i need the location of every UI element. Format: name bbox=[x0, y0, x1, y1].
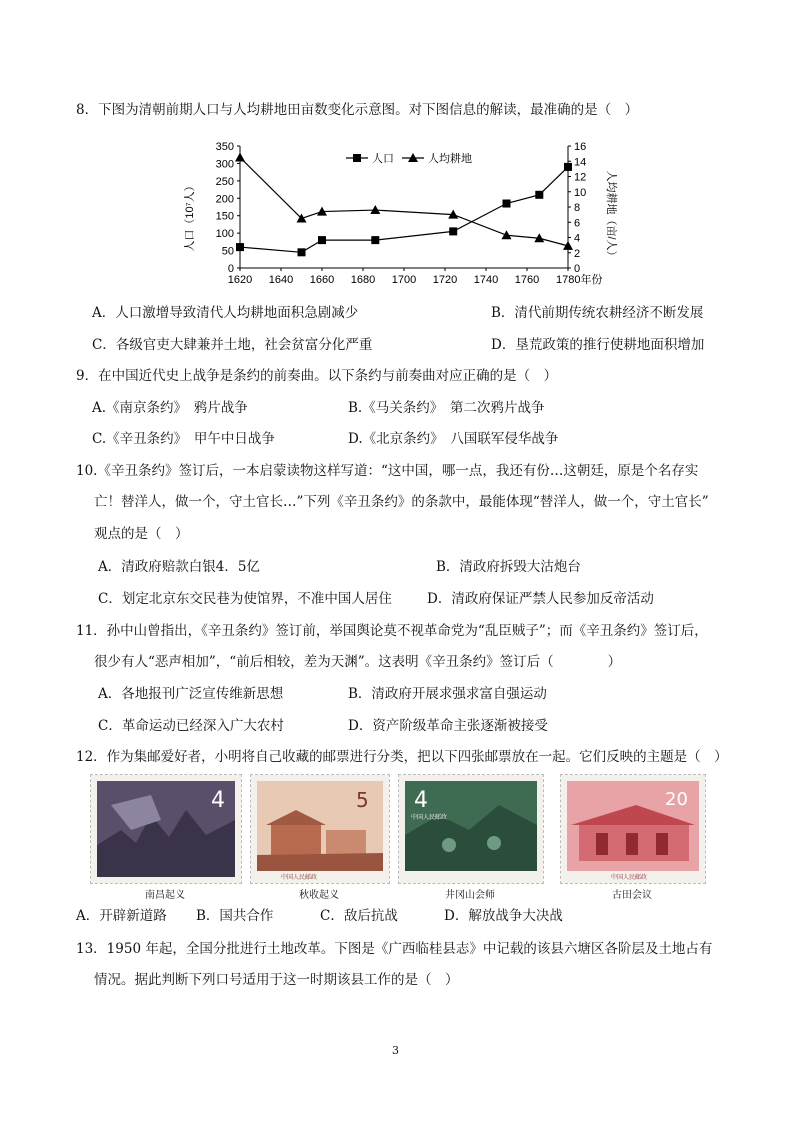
page-number: 3 bbox=[392, 1044, 399, 1057]
stamp-postal-text: 中国人民邮政 bbox=[281, 874, 318, 881]
q9-option-a: A.《南京条约》 鸦片战争 bbox=[92, 400, 248, 416]
stamp-gutian-conference bbox=[560, 774, 706, 884]
q11-option-d: D．资产阶级革命主张逐渐被接受 bbox=[348, 718, 548, 734]
q12-option-b: B．国共合作 bbox=[196, 908, 274, 924]
y-left-tick-label: 250 bbox=[215, 175, 234, 188]
population-point bbox=[318, 236, 326, 244]
y-right-tick-label: 2 bbox=[574, 247, 581, 260]
x-tick-label: 1700 bbox=[391, 274, 417, 286]
x-tick-label: 1760 bbox=[514, 274, 540, 286]
x-tick-label: 1720 bbox=[432, 274, 458, 286]
q12-stem: 12．作为集邮爱好者，小明将自己收藏的邮票进行分类，把以下四张邮票放在一起。它们反映的主题是（ ） bbox=[76, 749, 728, 765]
q11-option-c: C．革命运动已经深入广大农村 bbox=[98, 718, 284, 734]
x-tick-label: 1680 bbox=[350, 274, 376, 286]
q10-option-b: B．清政府拆毁大沽炮台 bbox=[436, 559, 581, 575]
q10-option-c: C．划定北京东交民巷为使馆界，不准中国人居住 bbox=[98, 591, 392, 607]
farmland-point bbox=[235, 152, 245, 161]
q9-option-d: D.《北京条约》 八国联军侵华战争 bbox=[348, 431, 559, 447]
x-tick-label: 1660 bbox=[309, 274, 335, 286]
stamp-caption-4: 古田会议 bbox=[612, 890, 652, 901]
q11-option-a: A．各地报刊广泛宣传维新思想 bbox=[98, 686, 284, 702]
y-left-tick-label: 350 bbox=[215, 141, 234, 153]
y-left-tick-label: 200 bbox=[215, 193, 234, 206]
population-point bbox=[449, 227, 457, 235]
q12-option-c: C．敌后抗战 bbox=[320, 908, 398, 924]
q8-stem: 8．下图为清朝前期人口与人均耕地田亩数变化示意图。对下图信息的解读，最准确的是（ ） bbox=[76, 102, 639, 118]
stamp-nanchang-uprising bbox=[90, 774, 242, 884]
stamp-value: 20 bbox=[665, 789, 688, 810]
series-line-1 bbox=[240, 167, 568, 252]
x-tick-label: 1620 bbox=[227, 274, 253, 286]
y-left-label: 人口（10⁷人） bbox=[184, 180, 196, 252]
population-point bbox=[535, 191, 543, 199]
x-tick-label: 1780年份 bbox=[556, 274, 603, 286]
q8-option-a: A．人口激增导致清代人均耕地面积急剧减少 bbox=[92, 305, 359, 321]
population-point bbox=[236, 243, 244, 251]
q12-option-a: A．开辟新道路 bbox=[76, 908, 167, 924]
y-right-tick-label: 14 bbox=[574, 156, 587, 169]
q10-line-1: 10.《辛丑条约》签订后，一本启蒙读物这样写道：“这中国，哪一点，我还有份…这朝廷，原是个名存实 bbox=[76, 463, 699, 479]
q10-option-d: D．清政府保证严禁人民参加反帝活动 bbox=[427, 591, 654, 607]
legend-square-marker bbox=[353, 154, 361, 162]
q11-line-1: 11．孙中山曾指出，《辛丑条约》签订前，举国舆论莫不视革命党为“乱臣贼子”；而《辛丑条约》签订后， bbox=[76, 623, 708, 639]
q8-option-c: C．各级官吏大肆兼并土地，社会贫富分化严重 bbox=[92, 337, 373, 353]
population-point bbox=[503, 200, 511, 208]
q10-line-2: 亡！替洋人，做一个，守土官长…”下列《辛丑条约》的条款中，最能体现“替洋人，做一个，守土官长” bbox=[94, 494, 709, 510]
stamp-caption-2: 秋收起义 bbox=[299, 890, 339, 901]
y-left-tick-label: 0 bbox=[227, 263, 234, 275]
q11-option-b: B．清政府开展求强求富自强运动 bbox=[348, 686, 547, 702]
q13-line-2: 情况。据此判断下列口号适用于这一时期该县工作的是（ ） bbox=[94, 972, 459, 988]
farmland-point bbox=[502, 230, 512, 239]
y-right-label: 人均耕地（亩/人） bbox=[605, 170, 617, 262]
stamp-jinggangshan-meeting bbox=[398, 774, 544, 884]
y-right-tick-label: 8 bbox=[574, 202, 581, 214]
y-right-tick-label: 16 bbox=[574, 141, 587, 153]
q10-option-a: A．清政府赔款白银4．5亿 bbox=[98, 559, 260, 575]
stamp-caption-3: 井冈山会师 bbox=[445, 890, 495, 901]
stamp-value: 4 bbox=[414, 788, 428, 813]
stamp-postal-text: 中国人民邮政 bbox=[611, 874, 648, 881]
population-point bbox=[564, 163, 572, 171]
q12-option-d: D．解放战争大决战 bbox=[444, 908, 563, 924]
y-right-tick-label: 0 bbox=[574, 263, 581, 275]
stamp-postal-text: 中国人民邮政 bbox=[411, 814, 448, 821]
stamp-autumn-harvest-uprising bbox=[250, 774, 390, 884]
population-point bbox=[298, 248, 306, 256]
y-left-tick-label: 150 bbox=[215, 210, 234, 223]
y-left-tick-label: 50 bbox=[221, 245, 234, 258]
population-point bbox=[371, 236, 379, 244]
q13-line-1: 13．1950 年起，全国分批进行土地改革。下图是《广西临桂县志》中记载的该县六塘区各阶层及土地占有 bbox=[76, 941, 713, 957]
legend-farmland: 人均耕地 bbox=[428, 153, 472, 165]
stamp-caption-1: 南昌起义 bbox=[145, 890, 185, 901]
y-right-tick-label: 6 bbox=[574, 217, 581, 230]
q8-option-b: B．清代前期传统农耕经济不断发展 bbox=[491, 305, 704, 321]
x-tick-label: 1740 bbox=[473, 274, 499, 286]
stamp-value: 5 bbox=[356, 788, 369, 812]
x-tick-label: 1640 bbox=[268, 274, 294, 286]
q8-option-d: D．垦荒政策的推行使耕地面积增加 bbox=[491, 337, 705, 353]
chart-legend bbox=[346, 151, 472, 165]
q9-option-c: C.《辛丑条约》 甲午中日战争 bbox=[92, 431, 275, 447]
y-right-tick-label: 4 bbox=[574, 232, 581, 245]
y-left-tick-label: 300 bbox=[215, 158, 234, 171]
q10-line-3: 观点的是（ ） bbox=[94, 526, 189, 542]
y-right-tick-label: 12 bbox=[574, 171, 587, 184]
legend-population: 人口 bbox=[372, 153, 394, 165]
q9-option-b: B.《马关条约》 第二次鸦片战争 bbox=[348, 400, 545, 416]
y-left-tick-label: 100 bbox=[215, 228, 234, 241]
population-farmland-chart bbox=[180, 136, 620, 286]
series-line-2 bbox=[240, 157, 568, 245]
q9-stem: 9．在中国近代史上战争是条约的前奏曲。以下条约与前奏曲对应正确的是（ ） bbox=[76, 368, 558, 384]
stamp-value: 4 bbox=[211, 788, 225, 813]
q11-line-2: 很少有人“恶声相加”，“前后相较，差为天渊”。这表明《辛丑条约》签订后（ ） bbox=[94, 654, 622, 670]
y-right-tick-label: 10 bbox=[574, 186, 587, 199]
